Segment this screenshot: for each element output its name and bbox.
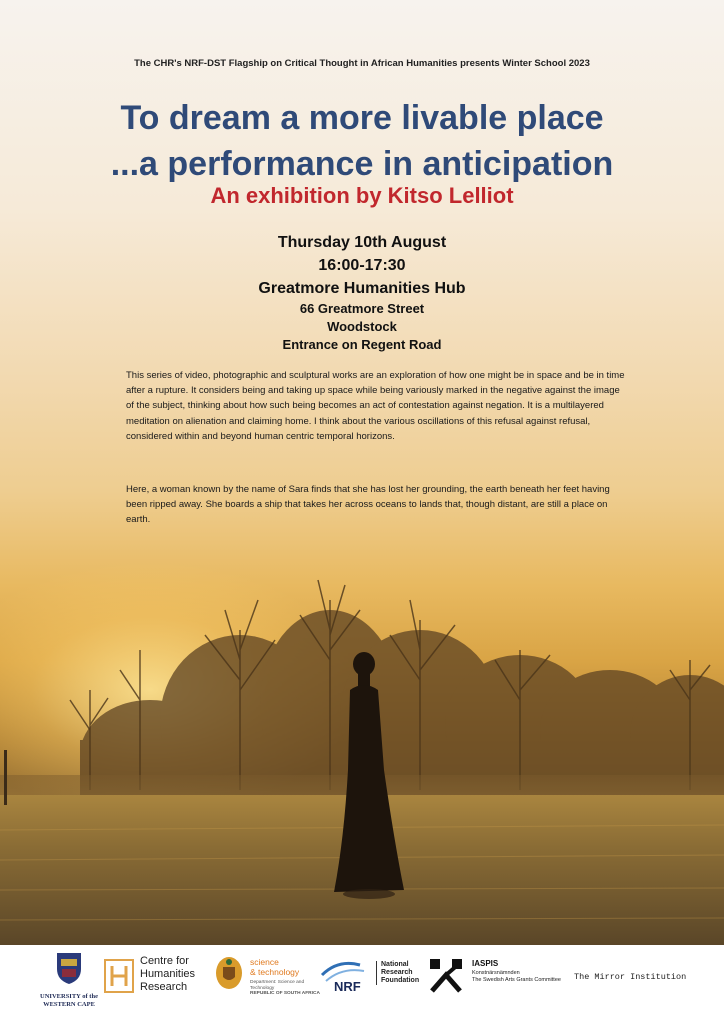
chr-name-line-2: Humanities — [140, 968, 196, 980]
title-line-2: ...a performance in anticipation — [110, 145, 614, 183]
dst-republic: REPUBLIC OF SOUTH AFRICA — [250, 991, 320, 996]
iaspis-name: IASPIS — [472, 959, 499, 968]
uwc-name-line-2: WESTERN CAPE — [43, 1000, 95, 1008]
coat-of-arms-icon — [214, 955, 244, 991]
title-line-1: To dream a more livable place — [120, 99, 604, 137]
event-address-suburb: Woodstock — [327, 319, 397, 334]
event-venue: Greatmore Humanities Hub — [258, 280, 466, 297]
dst-science: science — [250, 957, 279, 967]
description-paragraph-1: This series of video, photographic and sculptural works are an exploration of how one might be in space and be in time after a rupture. It considers being and taking up space while being variously marked in the negative against the image of the subject, thinking about how such being becomes an act of contestation against negation. It is a multilayered meditation on alienation and claiming home. I think about the various oscillations of this refusal against refusal, considered within and beyond human centric temporal horizons. — [126, 370, 625, 442]
iaspis-logo — [428, 957, 578, 997]
chr-logo — [104, 955, 214, 1005]
dst-logo — [214, 953, 318, 1003]
nrf-name-line-3: Foundation — [381, 977, 420, 984]
nrf-name-line-2: Research — [381, 969, 413, 976]
chr-mark-icon — [104, 959, 134, 993]
landscape-photo — [0, 540, 724, 945]
event-address-street: 66 Greatmore Street — [299, 301, 425, 316]
chr-name-line-3: Research — [140, 981, 188, 993]
event-time: 16:00-17:30 — [318, 257, 406, 274]
mirror-institution-logo: The Mirror Institution — [574, 972, 687, 982]
uwc-name-line-1: UNIVERSITY of the — [40, 993, 98, 1000]
nrf-swoosh-icon — [320, 955, 372, 995]
uwc-crest-icon — [54, 951, 84, 985]
dst-department: Department: Science and Technology — [250, 980, 305, 991]
presenter-header: The CHR's NRF-DST Flagship on Critical Thought in African Humanities presents Winter School 2023 — [134, 58, 590, 69]
dst-technology: & technology — [250, 967, 300, 977]
iaspis-mark-icon — [428, 957, 464, 993]
iaspis-sub-line-1: Konstnärsnämnden — [472, 970, 520, 976]
chr-name-line-1: Centre for — [140, 955, 189, 967]
iaspis-sub-line-2: The Swedish Arts Grants Committee — [472, 977, 561, 983]
description-paragraph-2: Here, a woman known by the name of Sara finds that she has lost her grounding, the earth beneath her feet having been ripped away. She boards a ship that takes her across oceans to lands that, though distant, are still a place on earth. — [126, 484, 610, 526]
event-entrance: Entrance on Regent Road — [282, 337, 442, 352]
nrf-wordmark: NRF — [334, 979, 361, 994]
sponsor-logo-bar — [0, 945, 724, 1024]
event-date: Thursday 10th August — [277, 234, 447, 251]
nrf-logo — [320, 955, 420, 1005]
exhibition-subtitle: An exhibition by Kitso Lelliot — [210, 183, 514, 208]
nrf-name-line-1: National — [381, 961, 409, 968]
uwc-logo — [30, 951, 108, 1008]
